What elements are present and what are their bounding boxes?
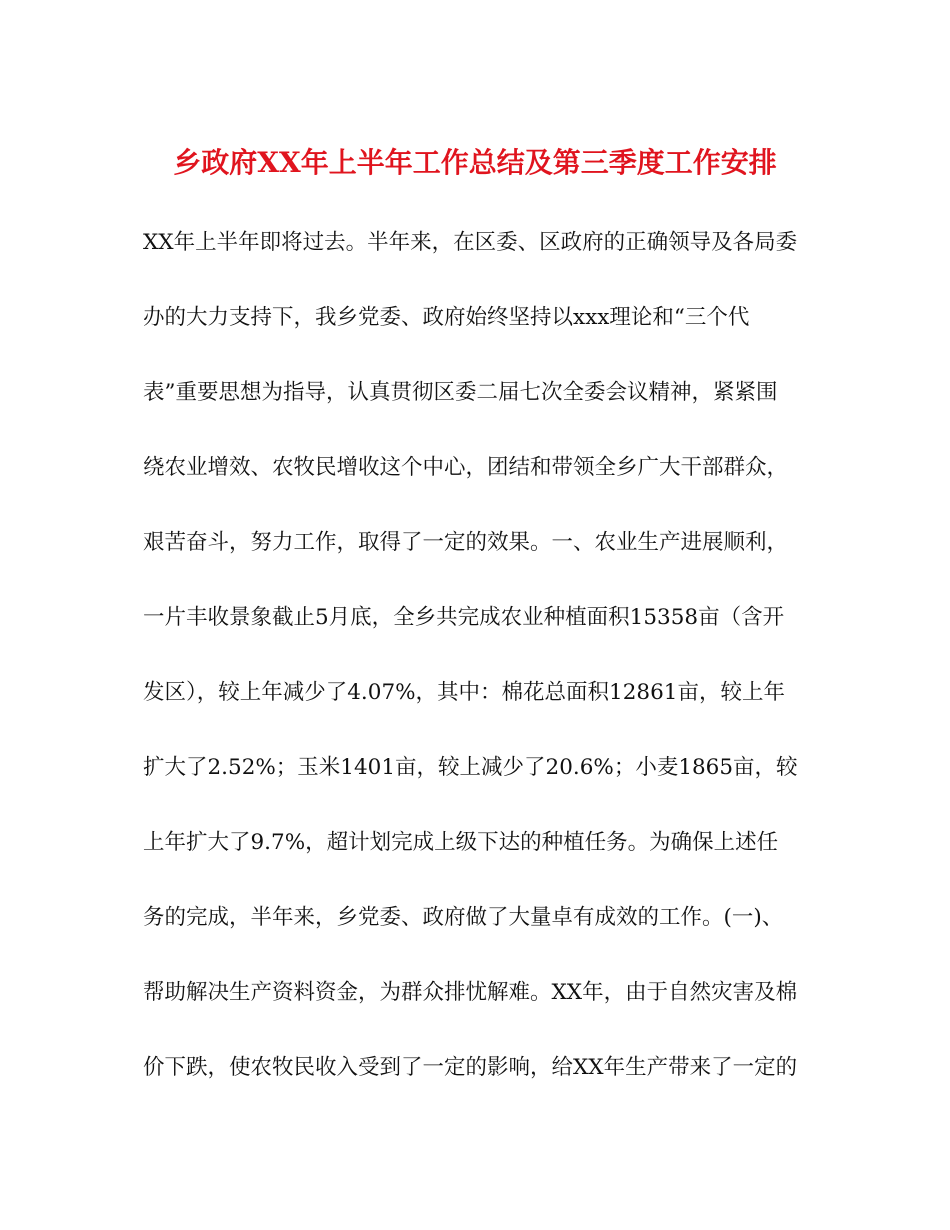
body-line-9: 上年扩大了9.7%，超计划完成上级下达的种植任务。为确保上述任 <box>143 830 779 855</box>
body-line-1: XX年上半年即将过去。半年来，在区委、区政府的正确领导及各局委 <box>143 230 798 255</box>
body-line-2: 办的大力支持下，我乡党委、政府始终坚持以xxx理论和“三个代 <box>143 305 750 330</box>
body-line-12: 价下跌，使农牧民收入受到了一定的影响，给XX年生产带来了一定的 <box>143 1055 798 1080</box>
body-line-8: 扩大了2.52%；玉米1401亩，较上减少了20.6%；小麦1865亩，较 <box>143 755 798 780</box>
body-line-3: 表”重要思想为指导，认真贯彻区委二届七次全委会议精神，紧紧围 <box>143 380 778 405</box>
body-line-11: 帮助解决生产资料资金，为群众排忧解难。XX年，由于自然灾害及棉 <box>143 980 798 1005</box>
body-line-4: 绕农业增效、农牧民增收这个中心，团结和带领全乡广大干部群众， <box>143 455 789 480</box>
body-line-6: 一片丰收景象截止5月底，全乡共完成农业种植面积15358亩（含开 <box>143 605 785 630</box>
document-title: 乡政府XX年上半年工作总结及第三季度工作安排 <box>173 146 777 179</box>
body-line-5: 艰苦奋斗，努力工作，取得了一定的效果。一、农业生产进展顺利， <box>143 530 789 555</box>
body-line-7: 发区），较上年减少了4.07%，其中：棉花总面积12861亩，较上年 <box>143 680 785 705</box>
body-line-10: 务的完成，半年来，乡党委、政府做了大量卓有成效的工作。(一)、 <box>143 905 784 930</box>
